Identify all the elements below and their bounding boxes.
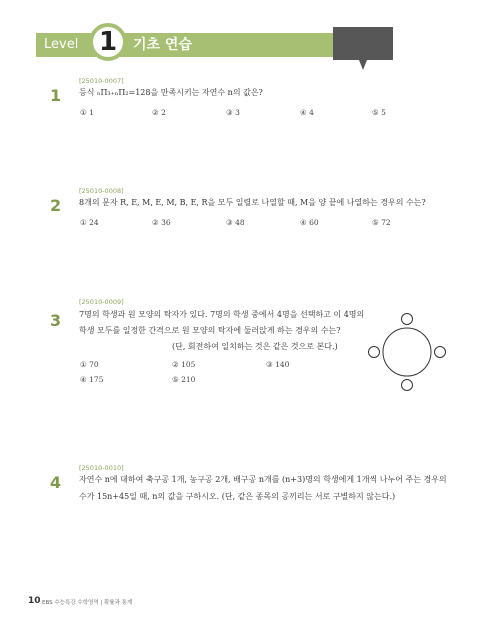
question-code: [25010-0008] — [79, 187, 124, 195]
question-number: 3 — [50, 311, 62, 330]
question-code: [25010-0007] — [79, 77, 124, 85]
question-number: 1 — [50, 86, 62, 105]
option: ① 70 — [80, 360, 99, 369]
header-dark-block — [333, 27, 393, 57]
option: ④ 4 — [300, 108, 314, 117]
question-text: 8개의 문자 R, E, M, E, M, B, E, R을 모두 일렬로 나열할 때, M을 양 끝에 나열하는 경우의 수는? — [79, 198, 426, 207]
footer-text: EBS 수능특강 수학영역 | 확률과 통계 — [42, 600, 133, 606]
header-notch-decoration — [333, 56, 393, 72]
option: ③ 3 — [226, 108, 240, 117]
question-text: 등식 ₙΠ₃₊ₙΠ₂=128을 만족시키는 자연수 n의 값은? — [79, 88, 263, 97]
question-number: 2 — [50, 196, 62, 215]
option: ① 24 — [80, 218, 99, 227]
question-text: 자연수 n에 대하여 축구공 1개, 농구공 2개, 배구공 n개를 (n+3)명의 학생에게 1개씩 나누어 주는 경우의 — [79, 475, 447, 484]
question-text: 수가 15n+45일 때, n의 값을 구하시오. (단, 같은 종목의 공끼리는 서로 구별하지 않는다.) — [79, 492, 396, 501]
seat-circle — [402, 380, 413, 391]
question-code: [25010-0009] — [79, 298, 124, 306]
seat-circle — [435, 347, 446, 358]
question-text: 7명의 학생과 원 모양의 탁자가 있다. 7명의 학생 중에서 4명을 선택하고 이 4명의 — [79, 310, 365, 319]
round-table-circle — [383, 328, 431, 376]
option: ② 105 — [172, 360, 196, 369]
option: ④ 175 — [80, 375, 104, 384]
option: ② 2 — [152, 108, 166, 117]
seat-circle — [369, 347, 380, 358]
question-number: 4 — [50, 473, 62, 492]
option: ⑤ 72 — [372, 218, 391, 227]
page-number: 10 — [28, 596, 41, 606]
option: ⑤ 5 — [372, 108, 386, 117]
question-text: 학생 모두를 일정한 간격으로 원 모양의 탁자에 둘러앉게 하는 경우의 수는? — [79, 326, 341, 335]
seat-circle — [402, 314, 413, 325]
section-title: 기초 연습 — [133, 37, 192, 53]
level-label: Level — [44, 37, 79, 52]
level-number-badge: 1 — [89, 23, 127, 61]
option: ③ 48 — [226, 218, 245, 227]
option: ④ 60 — [300, 218, 319, 227]
option: ① 1 — [80, 108, 94, 117]
question-code: [25010-0010] — [79, 464, 124, 472]
round-table-figure — [364, 309, 450, 395]
question-condition: (단, 회전하여 일치하는 것은 같은 것으로 본다.) — [172, 342, 338, 351]
option: ⑤ 210 — [172, 375, 196, 384]
option: ② 36 — [152, 218, 171, 227]
option: ③ 140 — [266, 360, 290, 369]
